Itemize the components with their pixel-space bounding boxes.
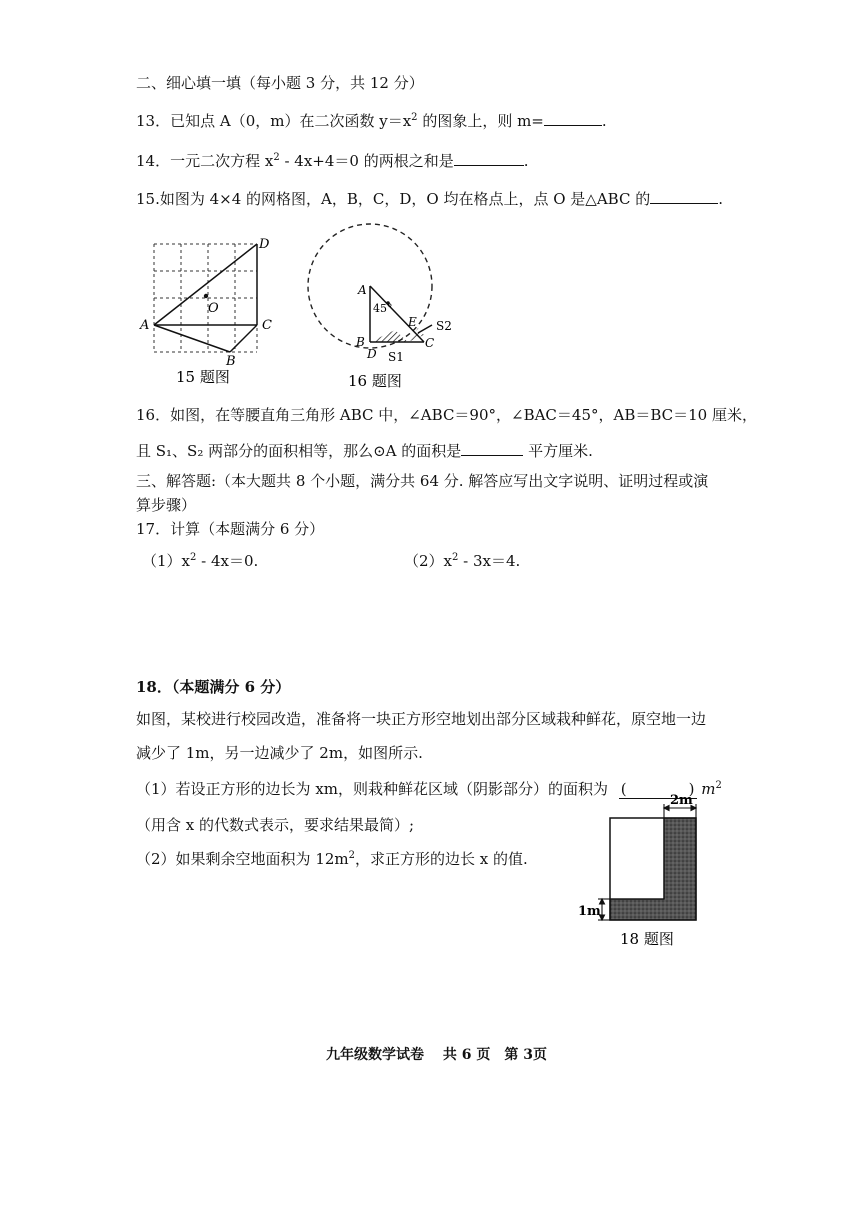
question-17-title: 17．计算（本题满分 6 分）	[136, 520, 325, 538]
label-E: E	[408, 315, 417, 329]
hatched-region-s1	[370, 330, 408, 342]
figure-15-caption: 15 题图	[176, 368, 230, 386]
q14-sup: 2	[273, 152, 280, 163]
figure-16	[300, 208, 470, 400]
q15-end: .	[718, 190, 724, 208]
q16-line2-prefix: 且 S₁、S₂ 两部分的面积相等，那么⊙A 的面积是	[136, 442, 462, 460]
q18-paren-close: )	[688, 780, 695, 798]
page-footer: 九年级数学试卷 共 6 页 第 3页	[326, 1047, 547, 1063]
label-S1: S1	[388, 350, 404, 364]
label-B: B	[356, 335, 365, 349]
shaded-flower-region	[610, 818, 696, 920]
section-3-heading-line1: 三、解答题:（本大题共 8 个小题，满分共 64 分. 解答应写出文字说明、证明过程或演	[136, 472, 709, 490]
figure-15	[130, 230, 290, 400]
label-D: D	[367, 347, 377, 361]
question-13	[136, 110, 607, 131]
label-A: A	[140, 318, 150, 333]
label-B: B	[226, 354, 236, 369]
section-2-heading: 二、细心填一填（每小题 3 分，共 12 分）	[136, 74, 424, 92]
label-S2: S2	[436, 319, 452, 333]
q13-end: .	[601, 112, 607, 130]
q16-answer-blank[interactable]	[461, 441, 523, 456]
point-o-dot	[204, 294, 208, 298]
q17-part2-suffix: - 3x＝4.	[458, 552, 521, 570]
q17-part2-prefix: （2）x	[404, 552, 453, 570]
q17-part1-sup: 2	[190, 552, 197, 563]
question-18-part1-note: （用含 x 的代数式表示，要求结果最简）;	[136, 816, 415, 834]
q14-answer-blank[interactable]	[454, 151, 524, 166]
q13-suffix: 的图象上，则 m=	[417, 112, 544, 130]
q18-part2-sup: 2	[348, 850, 355, 861]
question-16-line2	[136, 440, 593, 461]
q18-paren-open: (	[620, 780, 627, 798]
question-18-line2: 减少了 1m，另一边减少了 2m，如图所示.	[136, 744, 423, 762]
figure-18-caption: 18 题图	[620, 930, 674, 948]
question-18-title: 18．（本题满分 6 分）	[136, 678, 291, 696]
question-17-part2	[404, 550, 520, 571]
q16-line2-suffix: 平方厘米.	[523, 442, 593, 460]
label-2m: 2m	[670, 793, 693, 808]
question-17-part1	[142, 550, 258, 571]
label-angle: 45°	[373, 302, 393, 315]
q17-part2-sup: 2	[452, 552, 459, 563]
label-1m: 1m	[578, 904, 601, 919]
figure-18	[578, 792, 708, 952]
label-C: C	[262, 318, 272, 333]
q18-unit: m	[701, 780, 716, 798]
question-18-line1: 如图，某校进行校园改造，准备将一块正方形空地划出部分区域栽种鲜花，原空地一边	[136, 710, 707, 728]
question-16-line1: 16．如图，在等腰直角三角形 ABC 中，∠ABC＝90°，∠BAC＝45°，AB＝BC＝10 厘米，	[136, 406, 757, 424]
q15-answer-blank[interactable]	[650, 189, 718, 204]
q13-sup: 2	[411, 112, 418, 123]
q14-suffix: - 4x+4＝0 的两根之和是	[279, 152, 454, 170]
figure-16-caption: 16 题图	[348, 372, 402, 390]
q14-end: .	[523, 152, 529, 170]
q18-part2-suffix: ，求正方形的边长 x 的值.	[355, 850, 528, 868]
q18-part2-prefix: （2）如果剩余空地面积为 12m	[136, 850, 349, 868]
q17-part1-suffix: - 4x＝0.	[196, 552, 259, 570]
q14-prefix: 14．一元二次方程 x	[136, 152, 274, 170]
label-C: C	[425, 336, 435, 350]
q18-unit-sup: 2	[715, 780, 722, 791]
label-O: O	[208, 301, 219, 316]
section-3-heading-line2: 算步骤）	[136, 496, 197, 514]
q15-text: 15.如图为 4×4 的网格图，A，B，C，D，O 均在格点上，点 O 是△ABC 的	[136, 190, 651, 208]
q18-part1-text: （1）若设正方形的边长为 xm，则栽种鲜花区域（阴影部分）的面积为	[136, 780, 608, 798]
q13-prefix: 13．已知点 A（0，m）在二次函数 y＝x	[136, 112, 412, 130]
q17-part1-prefix: （1）x	[142, 552, 191, 570]
label-A: A	[358, 283, 367, 297]
question-15	[136, 188, 723, 209]
question-14	[136, 150, 529, 171]
question-18-part2	[136, 848, 528, 869]
q13-answer-blank[interactable]	[544, 111, 602, 126]
label-D: D	[259, 237, 270, 252]
